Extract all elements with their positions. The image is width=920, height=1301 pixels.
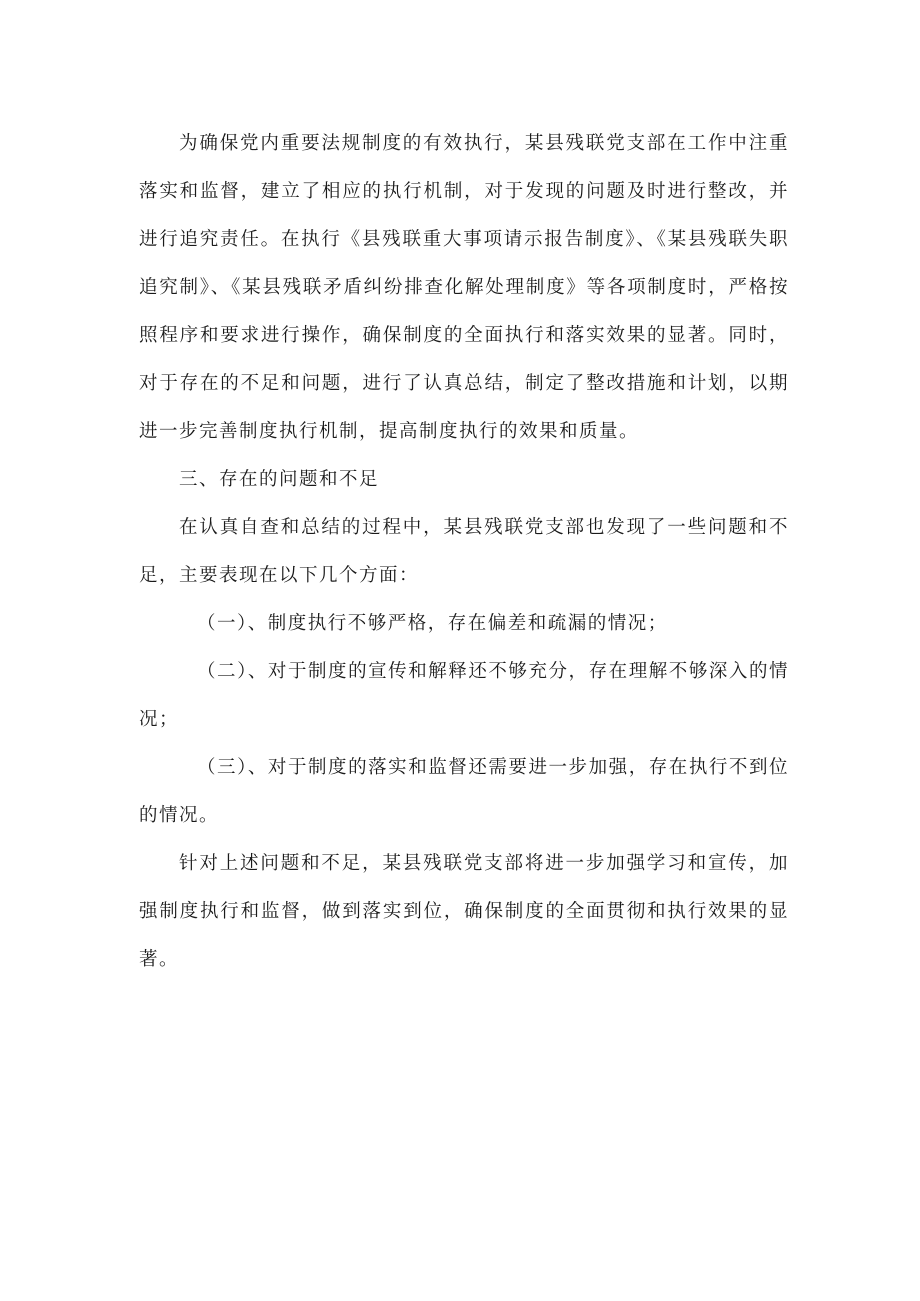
paragraph-self-check-intro: 在认真自查和总结的过程中，某县残联党支部也发现了一些问题和不足，主要表现在以下几个方面： — [139, 517, 789, 586]
document-page — [139, 120, 789, 984]
paragraph-execution-mechanism: 为确保党内重要法规制度的有效执行，某县残联党支部在工作中注重落实和监督，建立了相应的执行机制，对于发现的问题及时进行整改，并进行追究责任。在执行《县残联重大事项请示报告制度》、《某县残联失职追究制》、《某县残联矛盾纠纷排查化解处理制度》等各项制度时，严格按照程序和要求进行操作，确保制度的全面执行和落实效果的显著。同时，对于存在的不足和问题，进行了认真总结，制定了整改措施和计划，以期进一步完善制度执行机制，提高制度执行的效果和质量。 — [139, 133, 789, 442]
list-item-problem-1: （一）、制度执行不够严格，存在偏差和疏漏的情况； — [197, 613, 668, 634]
list-item-problem-3: （三）、对于制度的落实和监督还需要进一步加强，存在执行不到位的情况。 — [139, 757, 789, 826]
section-heading-problems: 三、存在的问题和不足 — [179, 469, 380, 490]
list-item-problem-2: （二）、对于制度的宣传和解释还不够充分，存在理解不够深入的情况； — [139, 661, 789, 730]
paragraph-improvement-plan: 针对上述问题和不足，某县残联党支部将进一步加强学习和宣传，加强制度执行和监督，做到落实到位，确保制度的全面贯彻和执行效果的显著。 — [139, 853, 789, 970]
